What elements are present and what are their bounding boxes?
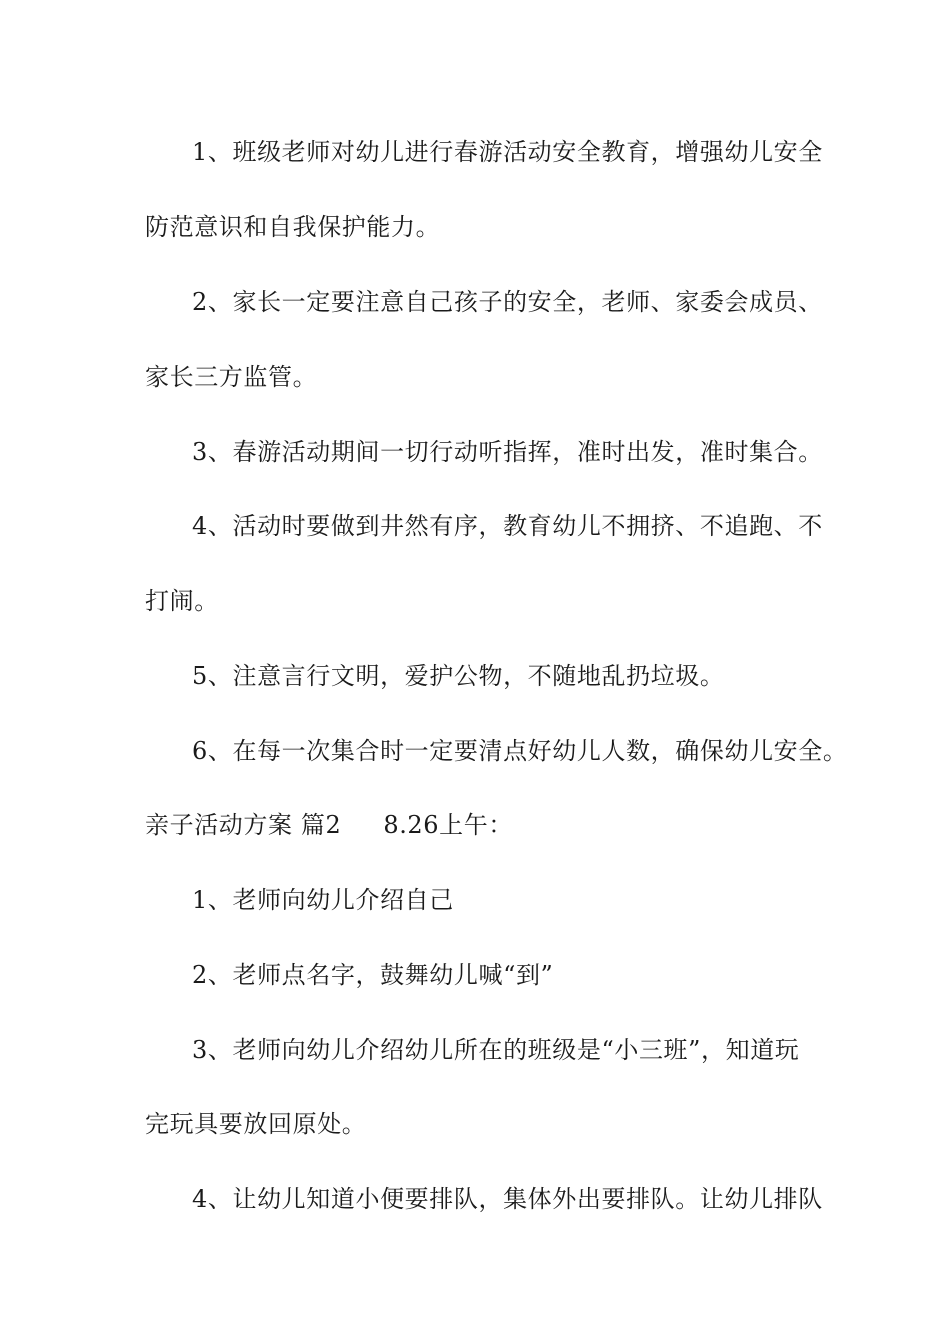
paragraph-line: 3、春游活动期间一切行动听指挥，准时出发，准时集合。 — [192, 438, 823, 466]
paragraph-line: 1、班级老师对幼儿进行春游活动安全教育，增强幼儿安全 — [192, 138, 823, 166]
heading-time: 8.26上午： — [383, 811, 513, 839]
paragraph-line: 4、活动时要做到井然有序，教育幼儿不拥挤、不追跑、不 — [192, 512, 823, 540]
heading-section: 篇2 — [300, 811, 342, 839]
paragraph-line: 防范意识和自我保护能力。 — [145, 213, 441, 241]
paragraph-line: 4、让幼儿知道小便要排队，集体外出要排队。让幼儿排队 — [192, 1185, 823, 1213]
paragraph-line: 2、老师点名字，鼓舞幼儿喊“到” — [192, 961, 554, 989]
paragraph-line: 6、在每一次集合时一定要清点好幼儿人数，确保幼儿安全。 — [192, 737, 848, 765]
paragraph-line: 家长三方监管。 — [145, 363, 318, 391]
heading-title: 亲子活动方案 — [145, 811, 293, 839]
paragraph-line: 3、老师向幼儿介绍幼儿所在的班级是“小三班”，知道玩 — [192, 1036, 800, 1064]
section-heading — [145, 808, 513, 842]
paragraph-line: 1、老师向幼儿介绍自己 — [192, 886, 454, 914]
paragraph-line: 5、注意言行文明，爱护公物，不随地乱扔垃圾。 — [192, 662, 725, 690]
paragraph-line: 完玩具要放回原处。 — [145, 1110, 367, 1138]
paragraph-line: 打闹。 — [145, 587, 219, 615]
paragraph-line: 2、家长一定要注意自己孩子的安全，老师、家委会成员、 — [192, 288, 823, 316]
